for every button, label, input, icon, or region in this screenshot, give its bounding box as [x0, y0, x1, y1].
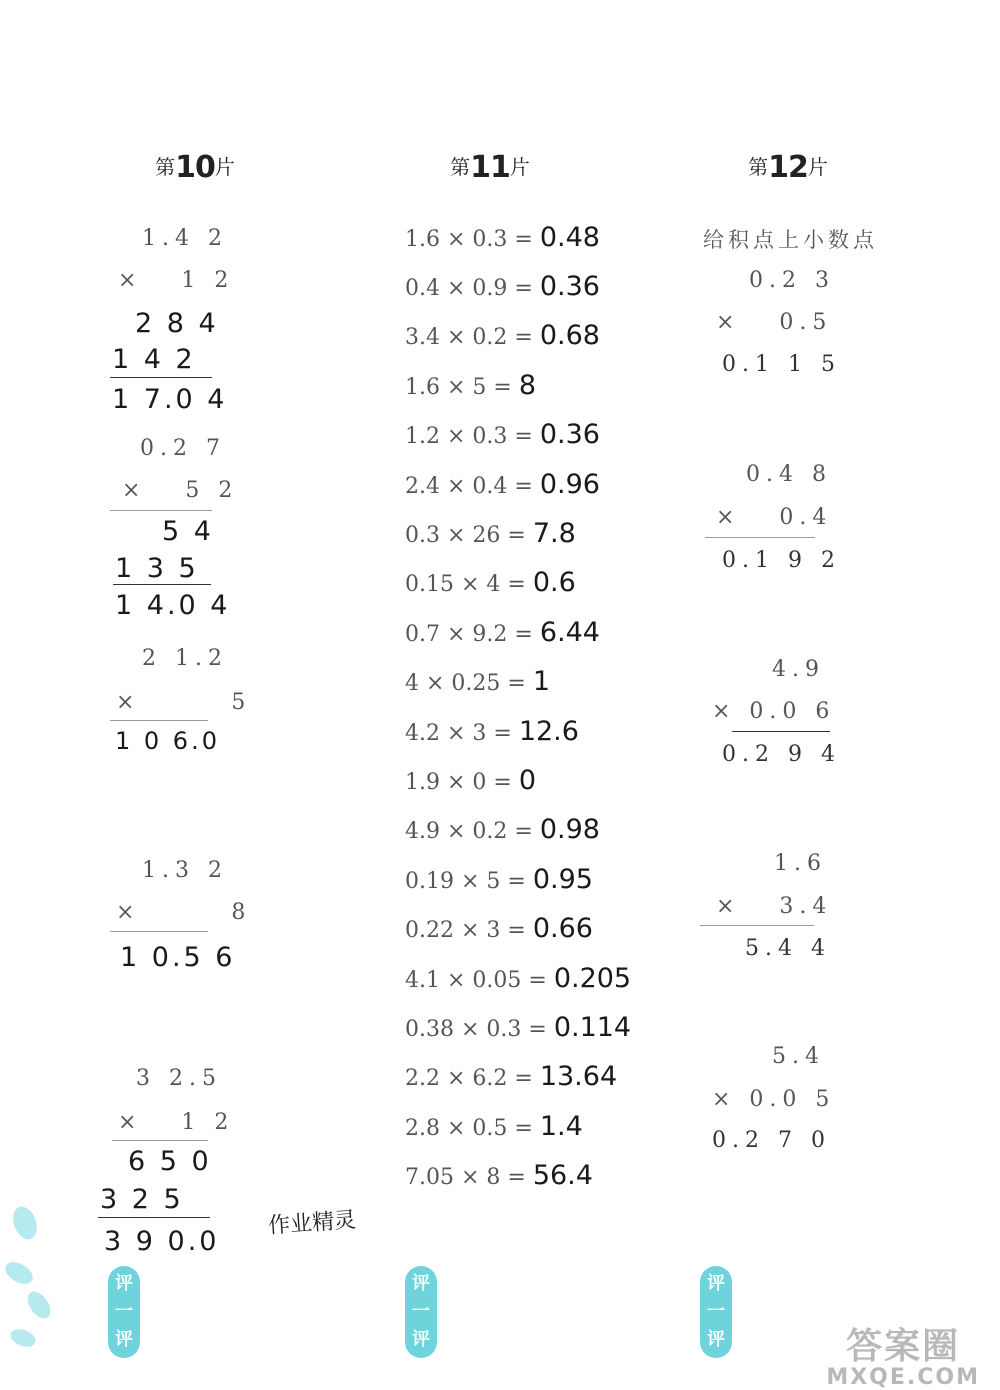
product-rule — [110, 720, 208, 721]
multiplier: × 1 2 — [118, 1110, 235, 1135]
equation-answer: 0.114 — [553, 1012, 632, 1043]
partial-product-2: 1 4 2 — [112, 344, 196, 375]
badge-label: 评一评 — [707, 1273, 725, 1350]
equation-answer: 0.98 — [539, 814, 600, 845]
multiplier: × 0.0 6 — [712, 699, 836, 724]
equation-answer: 0 — [518, 765, 537, 796]
equation-answer: 0.205 — [553, 963, 632, 994]
equation-text: 2.8 × 0.5 = — [405, 1116, 540, 1141]
equation-text: 0.4 × 0.9 = — [405, 276, 540, 301]
equation-row — [405, 666, 550, 697]
product-rule — [700, 925, 814, 926]
equation-answer: 1.4 — [539, 1111, 583, 1142]
sum-rule — [110, 377, 212, 378]
equation-text: 0.19 × 5 = — [405, 869, 533, 894]
equation-text: 4.1 × 0.05 = — [405, 968, 554, 993]
header-sheet-12 — [708, 150, 868, 185]
header-number: 11 — [470, 150, 510, 185]
header-suffix: 片 — [509, 155, 530, 179]
equation-answer: 0.66 — [532, 913, 593, 944]
equation-answer: 56.4 — [532, 1160, 593, 1191]
equation-text: 1.9 × 0 = — [405, 770, 519, 795]
equation-row — [405, 1012, 631, 1043]
equation-text: 7.05 × 8 = — [405, 1165, 533, 1190]
review-badge — [700, 1266, 732, 1358]
product-answer: 0.1 1 5 — [722, 352, 841, 377]
equation-row — [405, 419, 600, 450]
header-suffix: 片 — [214, 155, 235, 179]
multiplier: × 5 — [116, 690, 252, 715]
multiplier: × 3.4 — [716, 894, 833, 919]
equation-row — [405, 765, 536, 796]
watermark-title: 答案圈 — [846, 1326, 961, 1367]
sum-rule — [98, 1217, 210, 1218]
header-prefix: 第 — [748, 155, 769, 179]
equation-row — [405, 518, 576, 549]
equation-answer: 0.96 — [539, 469, 600, 500]
header-prefix: 第 — [450, 155, 471, 179]
equation-answer: 6.44 — [539, 617, 600, 648]
product-answer: 1 4.0 4 — [115, 590, 231, 621]
product-answer: 0.1 9 2 — [722, 548, 841, 573]
partial-product-2: 3 2 5 — [100, 1184, 184, 1215]
equation-answer: 0.36 — [539, 419, 600, 450]
equation-answer: 7.8 — [532, 518, 576, 549]
leaf-decoration-icon — [23, 1288, 55, 1323]
partial-product-1: 5 4 — [162, 516, 214, 547]
equation-row — [405, 716, 579, 747]
multiplicand: 0.2 7 — [140, 436, 226, 461]
partial-product-1: 6 5 0 — [128, 1146, 212, 1177]
equation-answer: 0.48 — [539, 222, 600, 253]
equation-text: 0.7 × 9.2 = — [405, 622, 540, 647]
multiplicand: 3 2.5 — [136, 1066, 222, 1091]
equation-row — [405, 271, 600, 302]
equation-text: 1.6 × 0.3 = — [405, 227, 540, 252]
multiplier: × 5 2 — [122, 478, 239, 503]
equation-text: 2.4 × 0.4 = — [405, 474, 540, 499]
product-answer: 0.2 7 0 — [712, 1128, 831, 1153]
equation-text: 1.2 × 0.3 = — [405, 424, 540, 449]
equation-row — [405, 222, 600, 253]
product-answer: 1 0 6.0 — [115, 727, 220, 755]
multiplicand: 2 1.2 — [142, 646, 228, 671]
equation-answer: 13.64 — [539, 1061, 618, 1092]
equation-row — [405, 864, 593, 895]
equation-text: 4 × 0.25 = — [405, 671, 533, 696]
equation-answer: 0.95 — [532, 864, 593, 895]
multiplicand: 4.9 — [772, 657, 825, 682]
equation-answer: 0.6 — [532, 567, 576, 598]
multiplier: × 1 2 — [118, 268, 235, 293]
equation-text: 3.4 × 0.2 = — [405, 325, 540, 350]
multiplicand: 0.2 3 — [749, 268, 835, 293]
equation-text: 4.9 × 0.2 = — [405, 819, 540, 844]
multiplier: × 0.0 5 — [712, 1087, 836, 1112]
equation-row — [405, 469, 600, 500]
equation-text: 0.3 × 26 = — [405, 523, 533, 548]
equation-answer: 0.36 — [539, 271, 600, 302]
multiplicand: 1.4 2 — [142, 226, 228, 251]
product-rule — [110, 510, 212, 511]
product-answer: 0.2 9 4 — [722, 742, 841, 767]
review-badge — [108, 1266, 140, 1358]
multiplicand: 5.4 — [772, 1044, 825, 1069]
multiplicand: 0.4 8 — [746, 462, 832, 487]
header-sheet-11 — [410, 150, 570, 185]
equation-text: 0.22 × 3 = — [405, 918, 533, 943]
product-answer: 3 9 0.0 — [104, 1226, 220, 1257]
multiplicand: 1.3 2 — [142, 858, 228, 883]
watermark-url: MXQE.COM — [826, 1365, 980, 1390]
equation-row — [405, 617, 600, 648]
header-number: 12 — [768, 150, 808, 185]
equation-row — [405, 814, 600, 845]
product-rule — [112, 1140, 208, 1141]
leaf-decoration-icon — [9, 1203, 41, 1242]
product-rule — [705, 537, 815, 538]
multiplier: × 0.5 — [716, 310, 833, 335]
leaf-decoration-icon — [8, 1326, 38, 1350]
header-suffix: 片 — [807, 155, 828, 179]
equation-text: 1.6 × 5 = — [405, 375, 519, 400]
sum-rule — [113, 584, 211, 585]
product-answer: 1 0.5 6 — [120, 942, 236, 973]
multiplier: × 0.4 — [716, 505, 833, 530]
equation-answer: 1 — [532, 666, 551, 697]
partial-product-1: 2 8 4 — [135, 308, 219, 339]
leaf-decoration-icon — [2, 1258, 37, 1289]
equation-answer: 12.6 — [518, 716, 579, 747]
product-rule — [110, 931, 208, 932]
equation-row — [405, 913, 593, 944]
equation-row — [405, 1160, 593, 1191]
equation-text: 4.2 × 3 = — [405, 721, 519, 746]
equation-row — [405, 370, 536, 401]
equation-text: 0.15 × 4 = — [405, 572, 533, 597]
equation-row — [405, 963, 631, 994]
multiplicand: 1.6 — [774, 851, 827, 876]
equation-text: 0.38 × 0.3 = — [405, 1017, 554, 1042]
partial-product-2: 1 3 5 — [115, 553, 199, 584]
equation-row — [405, 320, 600, 351]
badge-label: 评一评 — [412, 1273, 430, 1350]
equation-row — [405, 567, 576, 598]
header-number: 10 — [175, 150, 215, 185]
equation-text: 2.2 × 6.2 = — [405, 1066, 540, 1091]
badge-label: 评一评 — [115, 1273, 133, 1350]
equation-answer: 0.68 — [539, 320, 600, 351]
equation-row — [405, 1111, 583, 1142]
product-answer: 5.4 4 — [745, 936, 831, 961]
header-prefix: 第 — [155, 155, 176, 179]
handwritten-signature: 作业精灵 — [267, 1207, 357, 1240]
equation-answer: 8 — [518, 370, 537, 401]
review-badge — [405, 1266, 437, 1358]
equation-row — [405, 1061, 617, 1092]
product-answer: 1 7.0 4 — [112, 384, 228, 415]
watermark — [826, 1318, 980, 1390]
multiplier: × 8 — [116, 900, 252, 925]
header-sheet-10 — [115, 150, 275, 185]
instruction-text: 给积点上小数点 — [703, 228, 878, 252]
product-rule — [732, 731, 830, 732]
